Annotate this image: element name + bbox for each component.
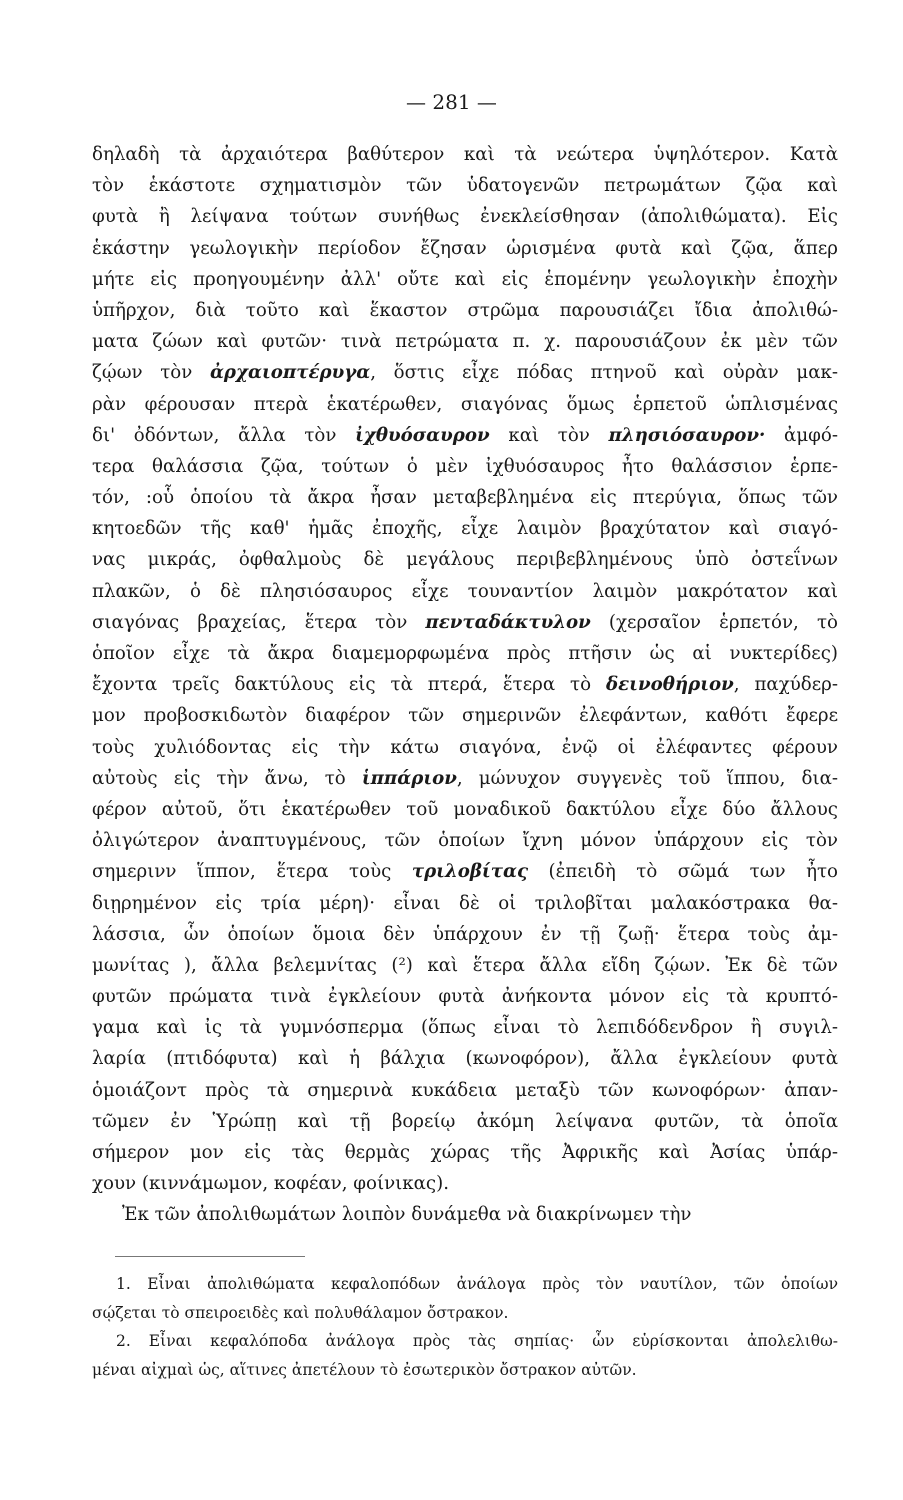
text-segment: δηλαδὴ τὰ ἀρχαιότερα βαθύτερον καὶ τὰ νεώτερα ὑψηλότερον. Κατὰ — [92, 144, 838, 165]
text-line — [92, 1137, 838, 1168]
page-number: — 281 — — [406, 90, 497, 114]
text-segment: (ἐπειδὴ τὸ σῶμά των ἦτο — [528, 861, 838, 883]
text-line — [92, 950, 838, 981]
text-segment: διῃρημένον εἰς τρία μέρη)· εἶναι δὲ οἱ τριλοβῖται μαλακόστρακα θα- — [92, 892, 838, 914]
text-line — [92, 981, 838, 1012]
footnote-line: 2. Εἶναι κεφαλόποδα ἀνάλογα πρὸς τὰς σηπίας· ὧν εὑρίσκονται ἀπολελιθω- — [116, 1332, 838, 1350]
text-segment: νας μικράς, ὀφθαλμοὺς δὲ μεγάλους περιβεβλημένους ὑπὸ ὀστεΐνων — [92, 549, 838, 571]
text-segment: ὁμοιάζοντ πρὸς τὰ σημερινὰ κυκάδεια μεταξὺ τῶν κωνοφόρων· ἀπαν- — [92, 1079, 838, 1101]
text-segment: τερα θαλάσσια ζῷα, τούτων ὁ μὲν ἰχθυόσαυρος ἦτο θαλάσσιον ἑρπε- — [92, 455, 838, 477]
footnotes — [92, 1270, 838, 1384]
footnote-line: μέναι αἰχμαὶ ὡς, αἵτινες ἀπετέλουν τὸ ἐσωτερικὸν ὄστρακον αὐτῶν. — [92, 1360, 637, 1379]
text-segment: ρὰν φέρουσαν πτερὰ ἑκατέρωθεν, σιαγόνας ὅμως ἑρπετοῦ ὡπλισμένας — [92, 393, 838, 415]
text-line — [92, 1012, 838, 1043]
text-segment: γαμα καὶ ἰς τὰ γυμνόσπερμα (ὅπως εἶναι τὸ λεπιδόδενδρον ἢ συγιλ- — [92, 1017, 838, 1039]
text-segment: μον προβοσκιδωτὸν διαφέρον τῶν σημερινῶν ἐλεφάντων, καθότι ἔφερε — [92, 705, 838, 727]
text-line — [92, 544, 838, 575]
text-segment: ὀλιγώτερον ἀναπτυγμένους, τῶν ὁποίων ἴχνη μόνον ὑπάρχουν εἰς τὸν — [92, 830, 838, 852]
text-line — [92, 919, 838, 950]
body-text — [92, 139, 838, 1231]
text-line — [92, 607, 838, 638]
text-line — [92, 732, 838, 763]
text-line — [92, 669, 838, 700]
text-segment: τὸν ἑκάστοτε σχηματισμὸν τῶν ὑδατογενῶν πετρωμάτων ζῷα καὶ — [92, 175, 838, 197]
text-line — [92, 700, 838, 731]
text-line — [92, 233, 838, 264]
text-segment: σήμερον μον εἰς τὰς θερμὰς χώρας τῆς Ἀφρικῆς καὶ Ἀσίας ὑπάρ- — [92, 1142, 838, 1163]
text-segment: χουν (κιννάμωμον, κοφέαν, φοίνικας). — [92, 1173, 449, 1195]
emphasized-term: ἀρχαιοπτέρυγα — [209, 362, 371, 384]
emphasized-term: πενταδάκτυλον — [425, 611, 591, 633]
text-segment: σημερινν ἵππον, ἕτερα τοὺς — [92, 861, 412, 883]
text-line — [92, 264, 838, 295]
text-line — [92, 357, 838, 388]
text-segment: λαρία (πτιδόφυτα) καὶ ἡ βάλχια (κωνοφόρον), ἄλλα ἐγκλείουν φυτὰ — [92, 1048, 838, 1070]
text-segment: τόν, :οὗ ὁποίου τὰ ἄκρα ἦσαν μεταβεβλημένα εἰς πτερύγια, ὅπως τῶν — [92, 487, 838, 509]
text-segment: καὶ τὸν — [489, 424, 609, 446]
text-line — [92, 1168, 838, 1199]
footnote-divider — [115, 1256, 305, 1257]
text-line — [92, 482, 838, 513]
text-segment: αὐτοὺς εἰς τὴν ἄνω, τὸ — [92, 767, 362, 789]
text-line — [92, 856, 838, 887]
text-line — [92, 170, 838, 201]
text-segment: μωνίτας ), ἄλλα βελεμνίτας (²) καὶ ἕτερα ἄλλα εἴδη ζῴων. Ἐκ δὲ τῶν — [92, 954, 838, 976]
text-segment: ματα ζώων καὶ φυτῶν· τινὰ πετρώματα π. χ. παρουσιάζουν ἐκ μὲν τῶν — [92, 331, 838, 353]
text-line — [92, 295, 838, 326]
text-segment: ζῴων τὸν — [92, 362, 210, 384]
text-segment: ἑκάστην γεωλογικὴν περίοδον ἔζησαν ὡρισμένα φυτὰ καὶ ζῷα, ἅπερ — [92, 237, 838, 259]
text-segment: τῶμεν ἐν Ὑρώπῃ καὶ τῇ βορείῳ ἀκόμη λείψανα φυτῶν, τὰ ὁποῖα — [92, 1110, 838, 1132]
emphasized-term: πλησιόσαυρον· — [608, 424, 766, 446]
text-line — [92, 139, 838, 170]
text-segment: δι' ὀδόντων, ἄλλα τὸν — [92, 424, 356, 446]
text-segment: , παχύδερ- — [733, 674, 838, 696]
text-line — [92, 638, 838, 669]
text-line — [92, 201, 838, 232]
text-segment: (χερσαῖον ἑρπετόν, τὸ — [590, 611, 838, 633]
text-segment: πλακῶν, ὁ δὲ πλησιόσαυρος εἶχε τουναντίον λαιμὸν μακρότατον καὶ — [92, 580, 838, 602]
text-segment: φυτῶν πρώματα τινὰ ἐγκλείουν φυτὰ ἀνήκοντα μόνον εἰς τὰ κρυπτό- — [92, 986, 838, 1008]
text-segment: σιαγόνας βραχείας, ἕτερα τὸν — [92, 611, 426, 633]
text-line — [92, 1199, 838, 1230]
text-segment: ἀμφό- — [765, 424, 838, 446]
text-segment: , μώνυχον συγγενὲς τοῦ ἵππου, δια- — [456, 767, 838, 789]
emphasized-term: δεινοθήριον — [606, 674, 734, 696]
text-line — [92, 1075, 838, 1106]
text-line — [92, 1106, 838, 1137]
text-line — [92, 1043, 838, 1074]
text-segment: λάσσια, ὧν ὁποίων ὅμοια δὲν ὑπάρχουν ἐν τῇ ζωῇ· ἕτερα τοὺς ἀμ- — [92, 923, 838, 945]
text-segment: ἔχοντα τρεῖς δακτύλους εἰς τὰ πτερά, ἕτερα τὸ — [92, 674, 606, 696]
text-segment: ὑπῆρχον, διὰ τοῦτο καὶ ἕκαστον στρῶμα παρουσιάζει ἴδια ἀπολιθώ- — [92, 299, 838, 321]
text-segment: ὁποῖον εἶχε τὰ ἄκρα διαμεμορφωμένα πρὸς πτῆσιν ὡς αἱ νυκτερίδες) — [92, 643, 838, 664]
footnote-line: 1. Εἶναι ἀπολιθώματα κεφαλοπόδων ἀνάλογα πρὸς τὸν ναυτίλον, τῶν ὁποίων — [116, 1275, 838, 1293]
text-line — [92, 763, 838, 794]
emphasized-term: ἱππάριον — [361, 767, 457, 789]
footnote-line: σῴζεται τὸ σπειροειδὲς καὶ πολυθάλαμον ὄστρακον. — [92, 1303, 509, 1322]
text-segment: φέρον αὐτοῦ, ὅτι ἑκατέρωθεν τοῦ μοναδικοῦ δακτύλου εἶχε δύο ἄλλους — [92, 798, 838, 820]
text-line — [92, 825, 838, 856]
text-segment: κητοεδῶν τῆς καθ' ἡμᾶς ἐποχῆς, εἶχε λαιμὸν βραχύτατον καὶ σιαγό- — [92, 518, 838, 540]
emphasized-term: τριλοβίτας — [411, 861, 529, 883]
emphasized-term: ἰχθυόσαυρον — [355, 424, 490, 446]
text-segment: , ὅστις εἶχε πόδας πτηνοῦ καὶ οὐρὰν μακ- — [370, 362, 838, 384]
text-line — [92, 420, 838, 451]
text-line — [92, 888, 838, 919]
text-segment: μήτε εἰς προηγουμένην ἀλλ' οὔτε καὶ εἰς ἑπομένην γεωλογικὴν ἐποχὴν — [92, 268, 838, 290]
text-line — [92, 794, 838, 825]
text-line — [92, 576, 838, 607]
text-line — [92, 389, 838, 420]
text-line — [92, 513, 838, 544]
text-segment: Ἐκ τῶν ἀπολιθωμάτων λοιπὸν δυνάμεθα νὰ διακρίνωμεν τὴν — [122, 1204, 692, 1226]
text-line — [92, 451, 838, 482]
text-segment: τοὺς χυλιόδοντας εἰς τὴν κάτω σιαγόνα, ἐνῷ οἱ ἐλέφαντες φέρουν — [92, 736, 838, 758]
text-segment: φυτὰ ἢ λείψανα τούτων συνήθως ἐνεκλείσθησαν (ἀπολιθώματα). Εἰς — [92, 206, 838, 228]
text-line — [92, 326, 838, 357]
